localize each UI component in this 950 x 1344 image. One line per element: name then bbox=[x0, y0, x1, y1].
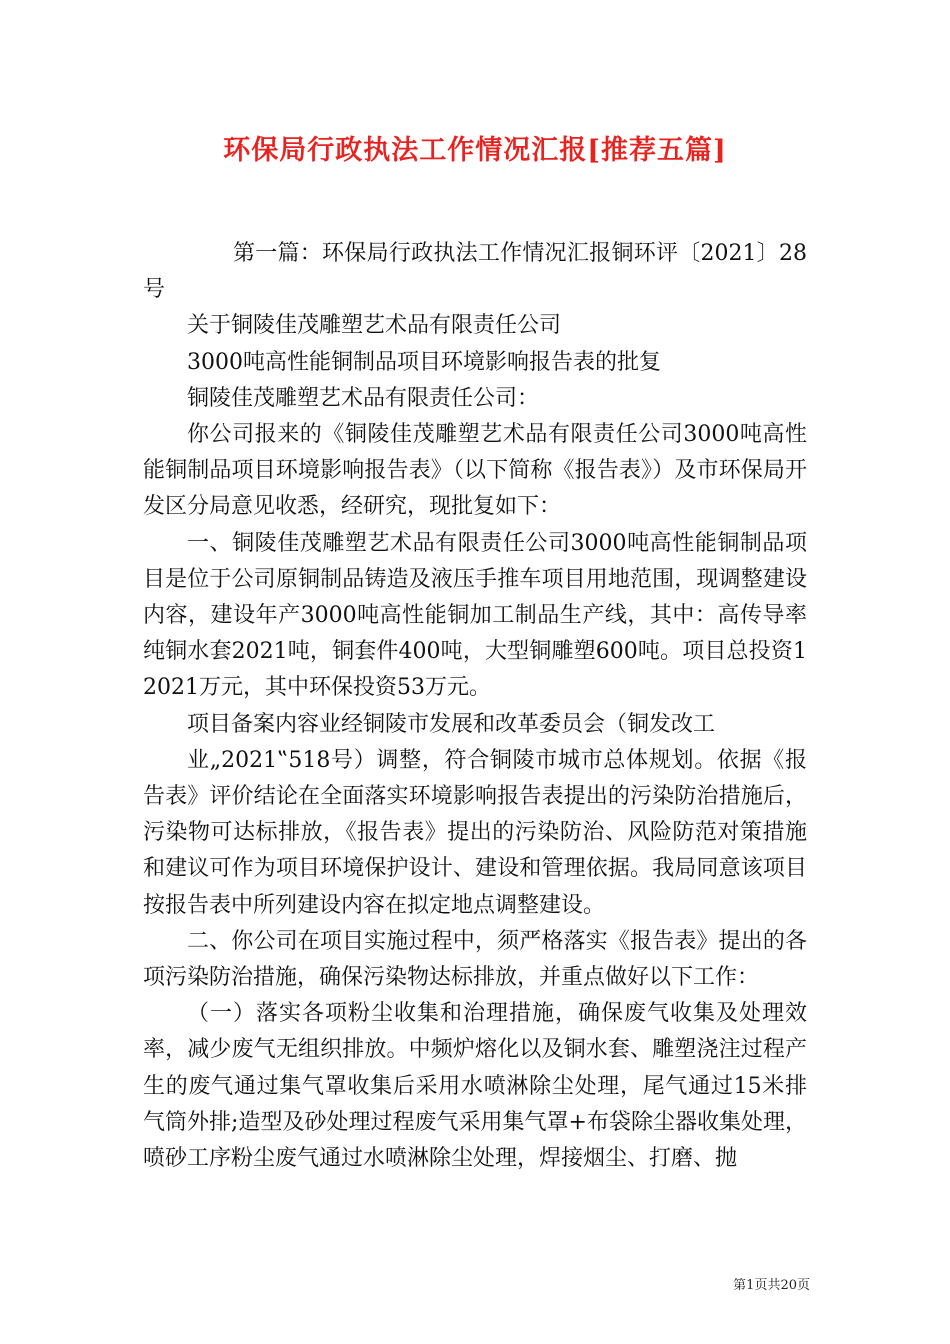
body-paragraph: 第一篇：环保局行政执法工作情况汇报铜环评〔2021〕28号 bbox=[143, 241, 807, 303]
body-paragraph: （一）落实各项粉尘收集和治理措施，确保废气收集及处理效率，减少废气无组织排放。中频炉熔化以及铜水套、雕塑浇注过程产生的废气通过集气罩收集后采用水喷淋除尘处理，尾气通过15米排气筒外排;造型及砂处理过程废气采用集气罩+布袋除尘器收集处理，喷砂工序粉尘废气通过水喷淋除尘处理，焊接烟尘、打磨、抛 bbox=[143, 1001, 807, 1172]
body-paragraph: 铜陵佳茂雕塑艺术品有限责任公司： bbox=[187, 385, 540, 411]
document-title: 环保局行政执法工作情况汇报[推荐五篇] bbox=[223, 135, 727, 166]
body-paragraph: 业„2021‟518号）调整，符合铜陵市城市总体规划。依据《报告表》评价结论在全面落实环境影响报告表提出的污染防治措施后，污染物可达标排放，《报告表》提出的污染防治、风险防范对策措施和建议可作为项目环境保护设计、建设和管理依据。我局同意该项目按报告表中所列建设内容在拟定地点调整建设。 bbox=[143, 747, 807, 918]
document-body bbox=[143, 236, 807, 1177]
body-paragraph: 你公司报来的《铜陵佳茂雕塑艺术品有限责任公司3000吨高性能铜制品项目环境影响报告表》（以下简称《报告表》）及市环保局开发区分局意见收悉，经研究，现批复如下： bbox=[143, 422, 807, 520]
body-paragraph: 二、你公司在项目实施过程中，须严格落实《报告表》提出的各项污染防治措施，确保污染物达标排放，并重点做好以下工作： bbox=[143, 928, 807, 991]
page-number-footer: 第1页共20页 bbox=[733, 1278, 810, 1293]
body-paragraph: 一、铜陵佳茂雕塑艺术品有限责任公司3000吨高性能铜制品项目是位于公司原铜制品铸造及液压手推车项目用地范围，现调整建设内容，建设年产3000吨高性能铜加工制品生产线，其中：高传导率纯铜水套2021吨，铜套件400吨，大型铜雕塑600吨。项目总投资12021万元，其中环保投资53万元。 bbox=[143, 530, 807, 701]
body-paragraph: 项目备案内容业经铜陵市发展和改革委员会（铜发改工 bbox=[187, 711, 716, 737]
body-paragraph: 3000吨高性能铜制品项目环境影响报告表的批复 bbox=[187, 349, 661, 375]
body-paragraph: 关于铜陵佳茂雕塑艺术品有限责任公司 bbox=[187, 313, 562, 339]
